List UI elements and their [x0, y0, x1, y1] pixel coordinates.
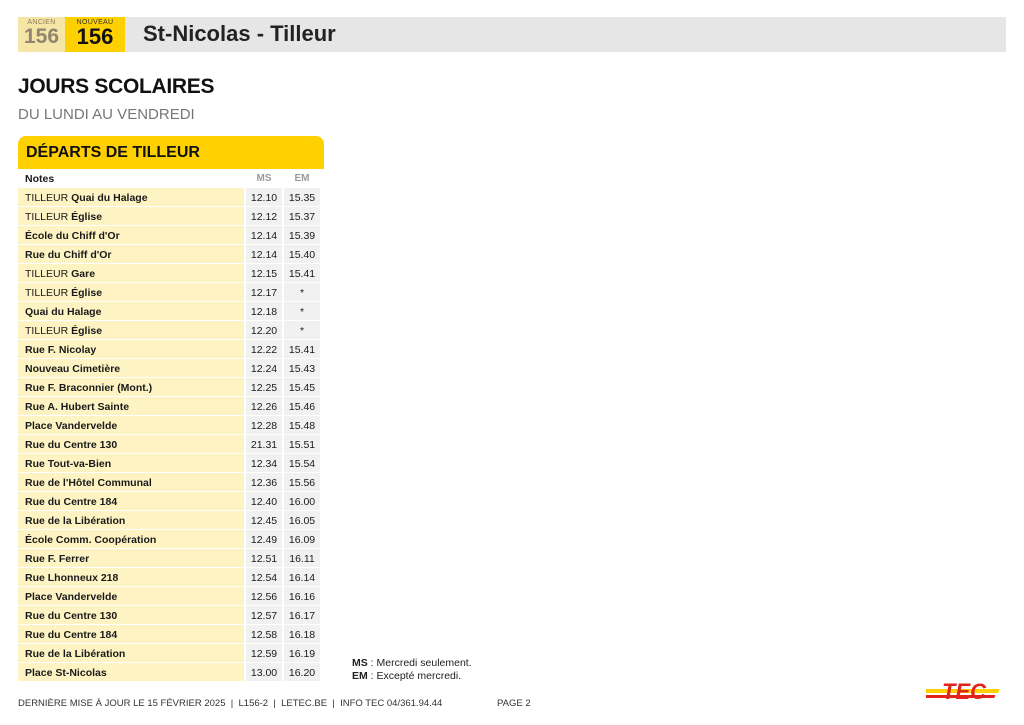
time-em: 16.00: [284, 492, 322, 510]
stop-street: Rue de l'Hôtel Communal: [25, 477, 152, 489]
timetable-row: [18, 283, 324, 302]
timetable-row: [18, 188, 324, 207]
stop-name: [18, 625, 246, 643]
stop-street: Rue du Centre 130: [25, 439, 118, 451]
time-em: 16.14: [284, 568, 322, 586]
time-ms: 12.25: [246, 378, 284, 396]
timetable-row: [18, 568, 324, 587]
time-ms: 12.34: [246, 454, 284, 472]
stop-street: Rue Lhonneux 218: [25, 572, 119, 584]
time-ms: 21.31: [246, 435, 284, 453]
time-ms: 12.49: [246, 530, 284, 548]
time-em: 15.35: [284, 188, 322, 206]
timetable-row: [18, 340, 324, 359]
timetable-row: [18, 397, 324, 416]
stop-street: Rue F. Braconnier (Mont.): [25, 382, 153, 394]
new-line-label: NOUVEAU: [76, 19, 114, 26]
stop-street: Quai du Halage: [71, 192, 148, 204]
time-ms: 12.15: [246, 264, 284, 282]
time-ms: 12.20: [246, 321, 284, 339]
stop-town: TILLEUR: [25, 211, 72, 223]
time-ms: 12.10: [246, 188, 284, 206]
stop-street: École du Chiff d'Or: [25, 230, 120, 242]
stop-street: Rue de la Libération: [25, 648, 126, 660]
time-em: 15.40: [284, 245, 322, 263]
legend: [352, 657, 472, 683]
timetable-row: [18, 245, 324, 264]
stop-town: TILLEUR: [25, 325, 72, 337]
legend-item: [352, 657, 472, 670]
old-line-number: 156: [23, 25, 60, 48]
stop-name: [18, 207, 246, 225]
timetable-row: [18, 606, 324, 625]
new-line-number: 156: [76, 24, 114, 49]
time-ms: 12.12: [246, 207, 284, 225]
stop-name: [18, 492, 246, 510]
stop-name: [18, 378, 246, 396]
timetable-row: [18, 378, 324, 397]
timetable: [18, 169, 324, 682]
timetable-row: [18, 492, 324, 511]
stop-name: [18, 473, 246, 491]
timetable-row: [18, 226, 324, 245]
stop-name: [18, 416, 246, 434]
time-ms: 12.22: [246, 340, 284, 358]
new-line-badge: [65, 17, 125, 52]
time-ms: 12.36: [246, 473, 284, 491]
stop-name: [18, 435, 246, 453]
stop-name: [18, 530, 246, 548]
timetable-row: [18, 530, 324, 549]
time-em: 16.09: [284, 530, 322, 548]
time-ms: 12.40: [246, 492, 284, 510]
stop-name: [18, 264, 246, 282]
stop-name: [18, 340, 246, 358]
time-em: 16.20: [284, 663, 322, 681]
timetable-row: [18, 416, 324, 435]
stop-street: Rue A. Hubert Sainte: [25, 401, 130, 413]
time-ms: 13.00: [246, 663, 284, 681]
old-line-badge: [18, 17, 65, 52]
stop-name: [18, 568, 246, 586]
time-em: 15.43: [284, 359, 322, 377]
time-em: 15.48: [284, 416, 322, 434]
timetable-row: [18, 587, 324, 606]
time-em: 16.16: [284, 587, 322, 605]
stop-street: Rue du Centre 184: [25, 629, 118, 641]
stop-street: Rue F. Ferrer: [25, 553, 90, 565]
timetable-row: [18, 302, 324, 321]
time-em: 16.17: [284, 606, 322, 624]
time-em: 15.41: [284, 264, 322, 282]
stop-name: [18, 454, 246, 472]
legend-code: EM: [352, 670, 368, 682]
stop-street: Église: [71, 287, 103, 299]
timetable-row: [18, 473, 324, 492]
time-ms: 12.51: [246, 549, 284, 567]
time-ms: 12.14: [246, 245, 284, 263]
timetable-row: [18, 663, 324, 682]
stop-name: [18, 302, 246, 320]
legend-text: : Mercredi seulement.: [367, 657, 472, 669]
legend-item: [352, 670, 472, 683]
stop-name: [18, 511, 246, 529]
time-em: 15.56: [284, 473, 322, 491]
page-number: PAGE 2: [497, 698, 531, 709]
stop-street: Place St-Nicolas: [25, 667, 107, 679]
stop-street: Rue du Centre 130: [25, 610, 118, 622]
time-ms: 12.57: [246, 606, 284, 624]
stop-street: Place Vandervelde: [25, 591, 118, 603]
stop-name: [18, 397, 246, 415]
stop-name: [18, 188, 246, 206]
stop-name: [18, 663, 246, 681]
column-header-em: EM: [284, 169, 322, 187]
time-em: *: [284, 283, 322, 301]
time-em: 15.54: [284, 454, 322, 472]
column-header-notes: Notes: [18, 169, 246, 187]
timetable-title: DÉPARTS DE TILLEUR: [26, 144, 200, 161]
stop-street: École Comm. Coopération: [25, 534, 157, 546]
timetable-header: [18, 136, 324, 169]
time-em: 15.45: [284, 378, 322, 396]
time-em: *: [284, 302, 322, 320]
time-ms: 12.17: [246, 283, 284, 301]
timetable-row: [18, 321, 324, 340]
time-em: 15.37: [284, 207, 322, 225]
timetable-row: [18, 549, 324, 568]
footer-info: DERNIÈRE MISE À JOUR LE 15 FÉVRIER 2025 | L156-2 | LETEC.BE | INFO TEC 04/361.94.44: [18, 698, 443, 709]
stop-street: Église: [71, 325, 103, 337]
time-ms: 12.54: [246, 568, 284, 586]
time-ms: 12.14: [246, 226, 284, 244]
stop-town: TILLEUR: [25, 287, 72, 299]
time-ms: 12.24: [246, 359, 284, 377]
time-ms: 12.26: [246, 397, 284, 415]
stop-name: [18, 359, 246, 377]
time-ms: 12.56: [246, 587, 284, 605]
stop-street: Rue Tout-va-Bien: [25, 458, 112, 470]
stop-street: Nouveau Cimetière: [25, 363, 121, 375]
logo-text: TEC: [942, 679, 986, 704]
stop-street: Place Vandervelde: [25, 420, 118, 432]
time-ms: 12.18: [246, 302, 284, 320]
page-subtitle: DU LUNDI AU VENDREDI: [18, 106, 195, 123]
time-em: 16.11: [284, 549, 322, 567]
time-em: *: [284, 321, 322, 339]
timetable-row: [18, 359, 324, 378]
legend-code: MS: [352, 657, 368, 669]
stop-name: [18, 245, 246, 263]
time-ms: 12.58: [246, 625, 284, 643]
stop-street: Rue du Centre 184: [25, 496, 118, 508]
stop-street: Rue F. Nicolay: [25, 344, 97, 356]
timetable-row: [18, 511, 324, 530]
timetable-row: [18, 644, 324, 663]
stop-street: Rue du Chiff d'Or: [25, 249, 112, 261]
time-ms: 12.59: [246, 644, 284, 662]
time-ms: 12.28: [246, 416, 284, 434]
tec-logo-icon: [926, 677, 1006, 707]
timetable-row: [18, 207, 324, 226]
timetable-column-headers: [18, 169, 324, 188]
time-em: 16.19: [284, 644, 322, 662]
timetable-row: [18, 264, 324, 283]
time-em: 15.51: [284, 435, 322, 453]
stop-street: Église: [71, 211, 103, 223]
stop-town: TILLEUR: [25, 268, 72, 280]
line-title: St-Nicolas - Tilleur: [143, 21, 336, 46]
time-em: 16.05: [284, 511, 322, 529]
stop-street: Quai du Halage: [25, 306, 102, 318]
page-title: JOURS SCOLAIRES: [18, 75, 215, 98]
stop-name: [18, 283, 246, 301]
stop-town: TILLEUR: [25, 192, 72, 204]
stop-name: [18, 587, 246, 605]
stop-name: [18, 226, 246, 244]
time-em: 15.39: [284, 226, 322, 244]
timetable-row: [18, 454, 324, 473]
time-em: 15.41: [284, 340, 322, 358]
stop-name: [18, 321, 246, 339]
legend-text: : Excepté mercredi.: [367, 670, 462, 682]
stop-name: [18, 606, 246, 624]
time-ms: 12.45: [246, 511, 284, 529]
old-line-label: ANCIEN: [27, 19, 56, 26]
stop-street: Gare: [71, 268, 96, 280]
time-em: 16.18: [284, 625, 322, 643]
timetable-row: [18, 435, 324, 454]
timetable-row: [18, 625, 324, 644]
time-em: 15.46: [284, 397, 322, 415]
stop-street: Rue de la Libération: [25, 515, 126, 527]
stop-name: [18, 549, 246, 567]
stop-name: [18, 644, 246, 662]
column-header-ms: MS: [246, 169, 284, 187]
